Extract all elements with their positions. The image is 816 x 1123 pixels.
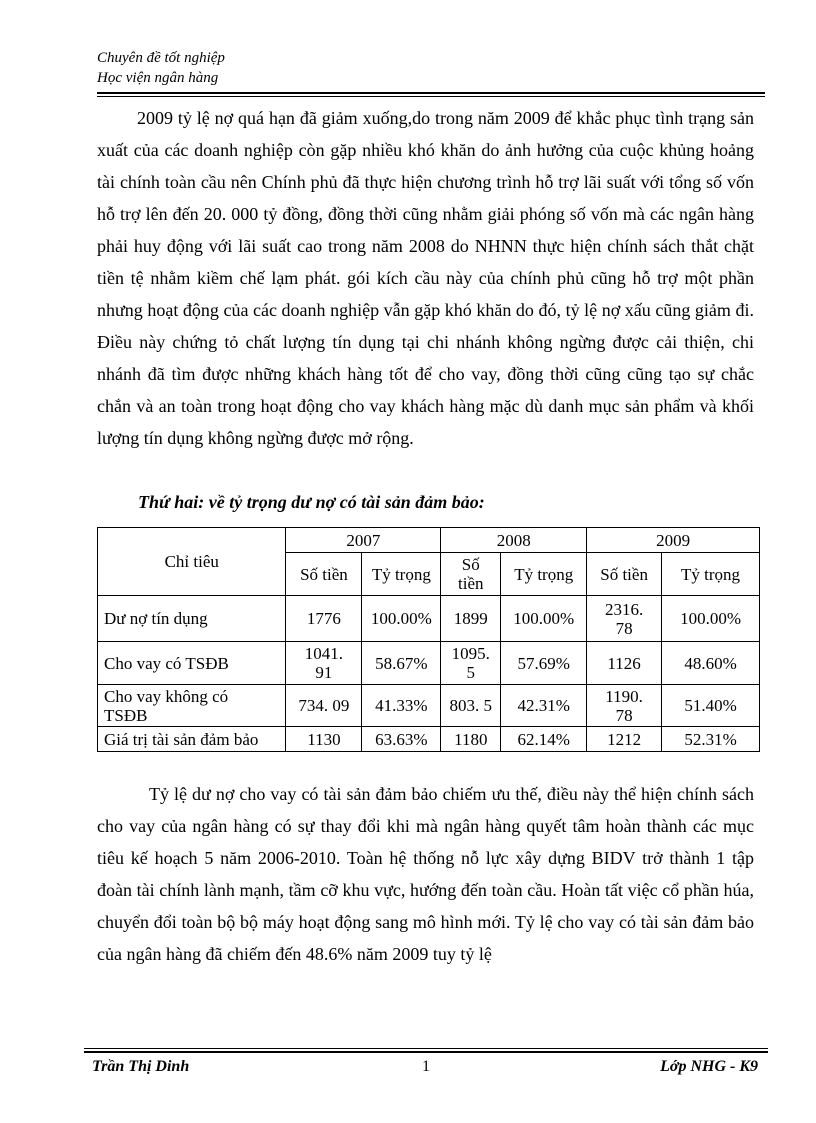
table-row: [98, 727, 760, 752]
page-number: 1: [422, 1058, 430, 1075]
table-cell: 51.40%: [662, 685, 760, 727]
subheader-amount: Số tiền: [587, 553, 662, 596]
table-cell: 48.60%: [662, 642, 760, 685]
header-year-2009: 2009: [587, 528, 760, 553]
table-cell: 58.67%: [362, 642, 441, 685]
table-cell: 100.00%: [362, 596, 441, 642]
subheader-amount: Số tiền: [286, 553, 362, 596]
header-year-2008: 2008: [441, 528, 587, 553]
table-cell: 1126: [587, 642, 662, 685]
subheader-ratio: Tỷ trọng: [662, 553, 760, 596]
table-row: [98, 596, 760, 642]
header-title: Chuyên đề tốt nghiệp: [97, 50, 225, 66]
footer-class: Lớp NHG - K9: [660, 1058, 758, 1075]
table-row: [98, 685, 760, 727]
table-cell: 1899: [441, 596, 501, 642]
table-cell: 1130: [286, 727, 362, 752]
table-cell: 1041. 91: [286, 642, 362, 685]
page-header: [97, 48, 765, 88]
table-cell: 1190. 78: [587, 685, 662, 727]
subheader-ratio: Tỷ trọng: [501, 553, 587, 596]
header-rule-secondary: [97, 96, 765, 97]
table-cell: 734. 09: [286, 685, 362, 727]
footer-rule-secondary: [84, 1051, 768, 1053]
table-cell: 63.63%: [362, 727, 441, 752]
table-cell: 62.14%: [501, 727, 587, 752]
subheader-amount: Số tiền: [441, 553, 501, 596]
header-year-2007: 2007: [286, 528, 441, 553]
table-row: [98, 642, 760, 685]
body-paragraph-1: 2009 tỷ lệ nợ quá hạn đã giảm xuống,do trong năm 2009 để khắc phục tình trạng sản xuất của các doanh nghiệp còn gặp nhiều khó khăn do ảnh hưởng của cuộc khủng hoảng tài chính toàn cầu nên Chính phủ đã thực hiện chương trình hỗ trợ lãi suất với tổng số vốn hỗ trợ lên đến 20. 000 tỷ đồng, đồng thời cũng nhằm giải phóng số vốn mà các ngân hàng phải huy động với lãi suất cao trong năm 2008 do NHNN thực hiện chính sách thắt chặt tiền tệ nhằm kiềm chế lạm phát. gói kích cầu này của chính phủ cũng hỗ trợ một phần nhưng hoạt động của các doanh nghiệp vẫn gặp khó khăn do đó, tỷ lệ nợ xấu cũng giảm đi. Điều này chứng tỏ chất lượng tín dụng tại chi nhánh không ngừng được cải thiện, chi nhánh đã tìm được những khách hàng tốt để cho vay, đồng thời cũng cũng tạo sự chắc chắn và an toàn trong hoạt động cho vay khách hàng mặc dù danh mục sản phẩm và khối lượng tín dụng không ngừng được mở rộng.: [97, 108, 754, 448]
table-cell: 57.69%: [501, 642, 587, 685]
table-cell: 1776: [286, 596, 362, 642]
row-label: Dư nợ tín dụng: [98, 596, 286, 642]
table-cell: 1095. 5: [441, 642, 501, 685]
header-rule: [97, 92, 765, 94]
section-heading: Thứ hai: về tỷ trọng dư nợ có tài sản đảm bảo:: [138, 492, 485, 512]
body-paragraph-2: Tỷ lệ dư nợ cho vay có tài sản đảm bảo chiếm ưu thế, điều này thể hiện chính sách cho vay của ngân hàng có sự thay đổi khi mà ngân hàng quyết tâm hoàn thành các mục tiêu kế hoạch 5 năm 2006-2010. Toàn hệ thống nỗ lực xây dựng BIDV trở thành 1 tập đoàn tài chính lành mạnh, tầm cỡ khu vực, hướng đến toàn cầu. Hoàn tất việc cổ phần húa, chuyển đổi toàn bộ bộ máy hoạt động sang mô hình mới. Tỷ lệ cho vay có tài sản đảm bảo của ngân hàng đã chiếm đến 48.6% năm 2009 tuy tỷ lệ: [97, 784, 754, 964]
table-cell: 803. 5: [441, 685, 501, 727]
table-cell: 52.31%: [662, 727, 760, 752]
table-cell: 41.33%: [362, 685, 441, 727]
table-cell: 42.31%: [501, 685, 587, 727]
subheader-ratio: Tỷ trọng: [362, 553, 441, 596]
footer-author: Trần Thị Dinh: [92, 1058, 190, 1075]
header-institution: Học viện ngân hàng: [97, 70, 219, 86]
table-cell: 1180: [441, 727, 501, 752]
table-cell: 100.00%: [501, 596, 587, 642]
row-label: Cho vay có TSĐB: [98, 642, 286, 685]
table-cell: 1212: [587, 727, 662, 752]
row-label: Giá trị tài sản đảm bảo: [98, 727, 286, 752]
footer-rule: [84, 1048, 768, 1049]
table-cell: 100.00%: [662, 596, 760, 642]
header-indicator: Chỉ tiêu: [98, 528, 286, 596]
collateral-ratio-table: [97, 527, 760, 752]
table-cell: 2316. 78: [587, 596, 662, 642]
row-label: Cho vay không có TSĐB: [98, 685, 286, 727]
